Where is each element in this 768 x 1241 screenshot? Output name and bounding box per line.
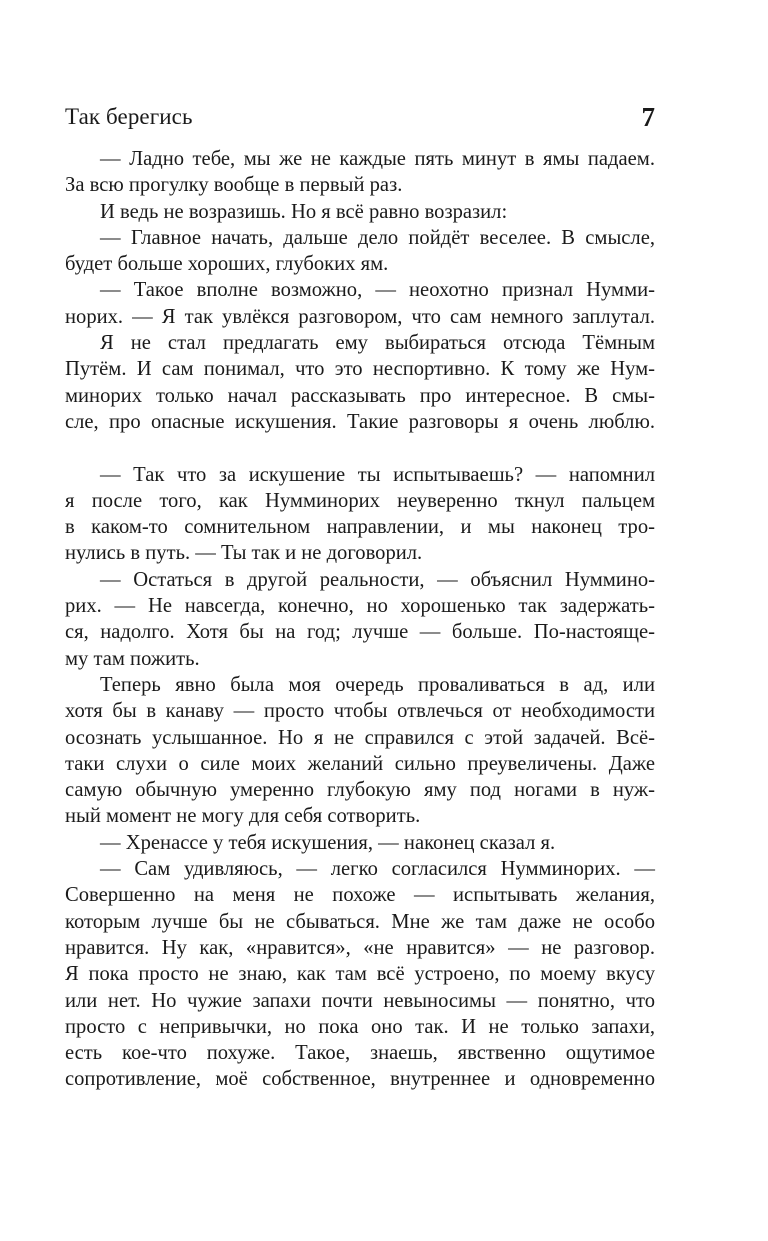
text-line: Я не стал предлагать ему выбираться отсюда Тёмным: [100, 332, 655, 355]
text-line: — Главное начать, дальше дело пойдёт веселее. В смысле,: [100, 226, 655, 249]
text-line: сле, про опасные искушения. Такие разговоры я очень люблю.: [65, 410, 655, 433]
text-line: Я пока просто не знаю, как там всё устроено, по моему вкусу: [65, 963, 655, 986]
text-line: му там пожить.: [65, 647, 200, 670]
text-line: норих. — Я так увлёкся разговором, что сам немного заплутал.: [65, 305, 655, 328]
running-title: Так берегись: [65, 104, 193, 129]
text-line: — Ладно тебе, мы же не каждые пять минут в ямы падаем.: [100, 148, 655, 170]
text-line: которым лучше бы не сбываться. Мне же там даже не особо: [65, 910, 655, 933]
page-number: 7: [641, 102, 655, 132]
text-line: таки слухи о силе моих желаний сильно преувеличены. Даже: [65, 752, 655, 775]
page-header: [65, 104, 655, 138]
text-line: есть кое-что похуже. Такое, знаешь, явственно ощутимое: [65, 1042, 655, 1065]
text-line: нравится. Ну как, «нравится», «не нравится» — не разговор.: [65, 936, 655, 959]
text-line: минорих только начал рассказывать про интересное. В смы-: [65, 384, 655, 407]
text-line: сопротивление, моё собственное, внутреннее и одновременно: [65, 1068, 655, 1091]
text-line: Совершенно на меня не похоже — испытывать желания,: [65, 884, 655, 907]
text-line: будет больше хороших, глубоких ям.: [65, 253, 389, 276]
text-line: Путём. И сам понимал, что это неспортивно. К тому же Нум-: [65, 358, 655, 381]
text-line: рих. — Не навсегда, конечно, но хорошенько так задержать-: [65, 595, 655, 618]
text-line: самую обычную умеренно глубокую яму под ногами в нуж-: [65, 779, 655, 802]
text-line: — Остаться в другой реальности, — объяснил Нуммино-: [100, 568, 655, 591]
text-line: — Так что за искушение ты испытываешь? — напомнил: [100, 463, 655, 486]
section-break: [65, 435, 655, 461]
text-line: или нет. Но чужие запахи почти невыносимы — понятно, что: [65, 989, 655, 1012]
text-line: я после того, как Нумминорих неуверенно ткнул пальцем: [65, 489, 655, 512]
body-text: [65, 146, 655, 1093]
text-line: ный момент не могу для себя сотворить.: [65, 805, 421, 828]
text-line: хотя бы в канаву — просто чтобы отвлечься от необходимости: [65, 700, 655, 723]
text-line: — Такое вполне возможно, — неохотно признал Нумми-: [100, 279, 655, 302]
text-line: За всю прогулку вообще в первый раз.: [65, 174, 403, 197]
text-line: ся, надолго. Хотя бы на год; лучше — больше. По-настояще-: [65, 621, 655, 644]
text-line: в каком-то сомнительном направлении, и мы наконец тро-: [65, 516, 655, 539]
text-line: Теперь явно была моя очередь проваливаться в ад, или: [100, 673, 655, 696]
text-line: — Хренассе у тебя искушения, — наконец сказал я.: [100, 831, 556, 854]
text-line: просто с непривычки, но пока оно так. И не только запахи,: [65, 1015, 655, 1038]
text-line: осознать услышанное. Но я не справился с этой задачей. Всё-: [65, 726, 655, 749]
text-line: нулись в путь. — Ты так и не договорил.: [65, 542, 423, 565]
text-line: — Сам удивляюсь, — легко согласился Нумминорих. —: [100, 858, 655, 881]
text-line: И ведь не возразишь. Но я всё равно возразил:: [100, 200, 508, 223]
